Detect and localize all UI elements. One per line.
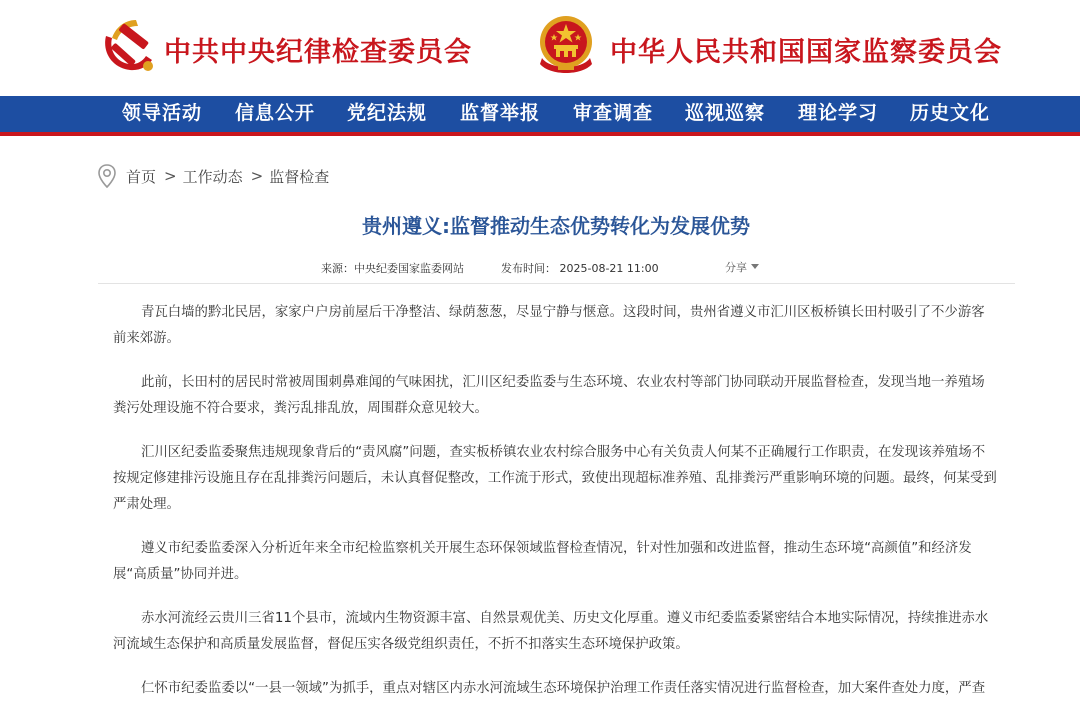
article-paragraph: 汇川区纪委监委聚焦违规现象背后的“责风腐”问题，查实板桥镇农业农村综合服务中心有关负责人何某不正确履行工作职责，在发现该养殖场不按规定修建排污设施且存在乱排粪污问题后，未认真督促整改，工作流于形式，致使出现超标准养殖、乱排粪污严重影响环境的问题。最终，何某受到严肃处理。 <box>113 445 997 512</box>
breadcrumb-supervision[interactable]: 监督检查 <box>269 167 330 186</box>
share-button[interactable] <box>725 259 759 275</box>
nav-item-theory[interactable]: 理论学习 <box>798 102 879 124</box>
article-title: 贵州遵义:监督推动生态优势转化为发展优势 <box>362 214 750 238</box>
article-paragraph: 青瓦白墙的黔北民居，家家户户房前屋后干净整洁、绿荫葱葱，尽显宁静与惬意。这段时间，贵州省遵义市汇川区板桥镇长田村吸引了不少游客前来郊游。 <box>113 305 985 346</box>
nav-item-regulations[interactable]: 党纪法规 <box>347 102 428 124</box>
party-emblem-icon[interactable] <box>98 14 156 74</box>
divider <box>98 283 1015 284</box>
site-header <box>0 0 1080 96</box>
breadcrumb <box>96 162 329 190</box>
article-paragraph: 遵义市纪委监委深入分析近年来全市纪检监察机关开展生态环保领域监督检查情况，针对性加强和改进监督，推动生态环境“高颜值”和经济发展“高质量”协同并进。 <box>113 541 972 582</box>
article-source: 来源：中央纪委国家监委网站 <box>321 262 464 275</box>
article-paragraph: 此前，长田村的居民时常被周围刺鼻难闻的气味困扰，汇川区纪委监委与生态环境、农业农村等部门协同联动开展监督检查，发现当地一养殖场粪污处理设施不符合要求，粪污乱排乱放，周围群众意见较大。 <box>113 375 985 416</box>
site-title-ccdi[interactable]: 中共中央纪律检查委员会 <box>164 37 472 68</box>
chevron-down-icon <box>751 264 759 269</box>
nav-item-info-public[interactable]: 信息公开 <box>235 102 316 124</box>
breadcrumb-work-news[interactable]: 工作动态 <box>182 167 243 186</box>
article-body <box>113 300 997 720</box>
nav-item-history[interactable]: 历史文化 <box>910 102 991 124</box>
nav-item-inspection[interactable]: 巡视巡察 <box>685 102 766 124</box>
breadcrumb-separator: > <box>164 167 177 185</box>
breadcrumb-separator: > <box>250 167 264 185</box>
nav-item-report[interactable]: 监督举报 <box>460 102 541 124</box>
nav-item-leadership[interactable]: 领导活动 <box>122 102 203 124</box>
breadcrumb-home[interactable]: 首页 <box>126 167 157 186</box>
national-emblem-icon[interactable] <box>536 14 596 76</box>
article-paragraph: 赤水河流经云贵川三省11个县市，流域内生物资源丰富、自然景观优美、历史文化厚重。遵义市纪委监委紧密结合本地实际情况，持续推进赤水河流域生态保护和高质量发展监督，督促压实各级党组织责任，不折不扣落实生态环境保护政策。 <box>113 611 989 652</box>
article-publish-time: 发布时间： 2025-08-21 11:00 <box>501 262 659 275</box>
nav-item-investigation[interactable]: 审查调查 <box>573 102 654 124</box>
article-paragraph: 仁怀市纪委监委以“一县一领域”为抓手，重点对辖区内赤水河流域生态环境保护治理工作责任落实情况进行监督检查，加大案件查处力度，严查 <box>141 681 986 696</box>
share-label: 分享 <box>725 261 747 274</box>
site-title-nsc[interactable]: 中华人民共和国国家监察委员会 <box>610 37 1002 68</box>
main-nav <box>0 96 1080 136</box>
location-pin-icon <box>96 163 118 189</box>
